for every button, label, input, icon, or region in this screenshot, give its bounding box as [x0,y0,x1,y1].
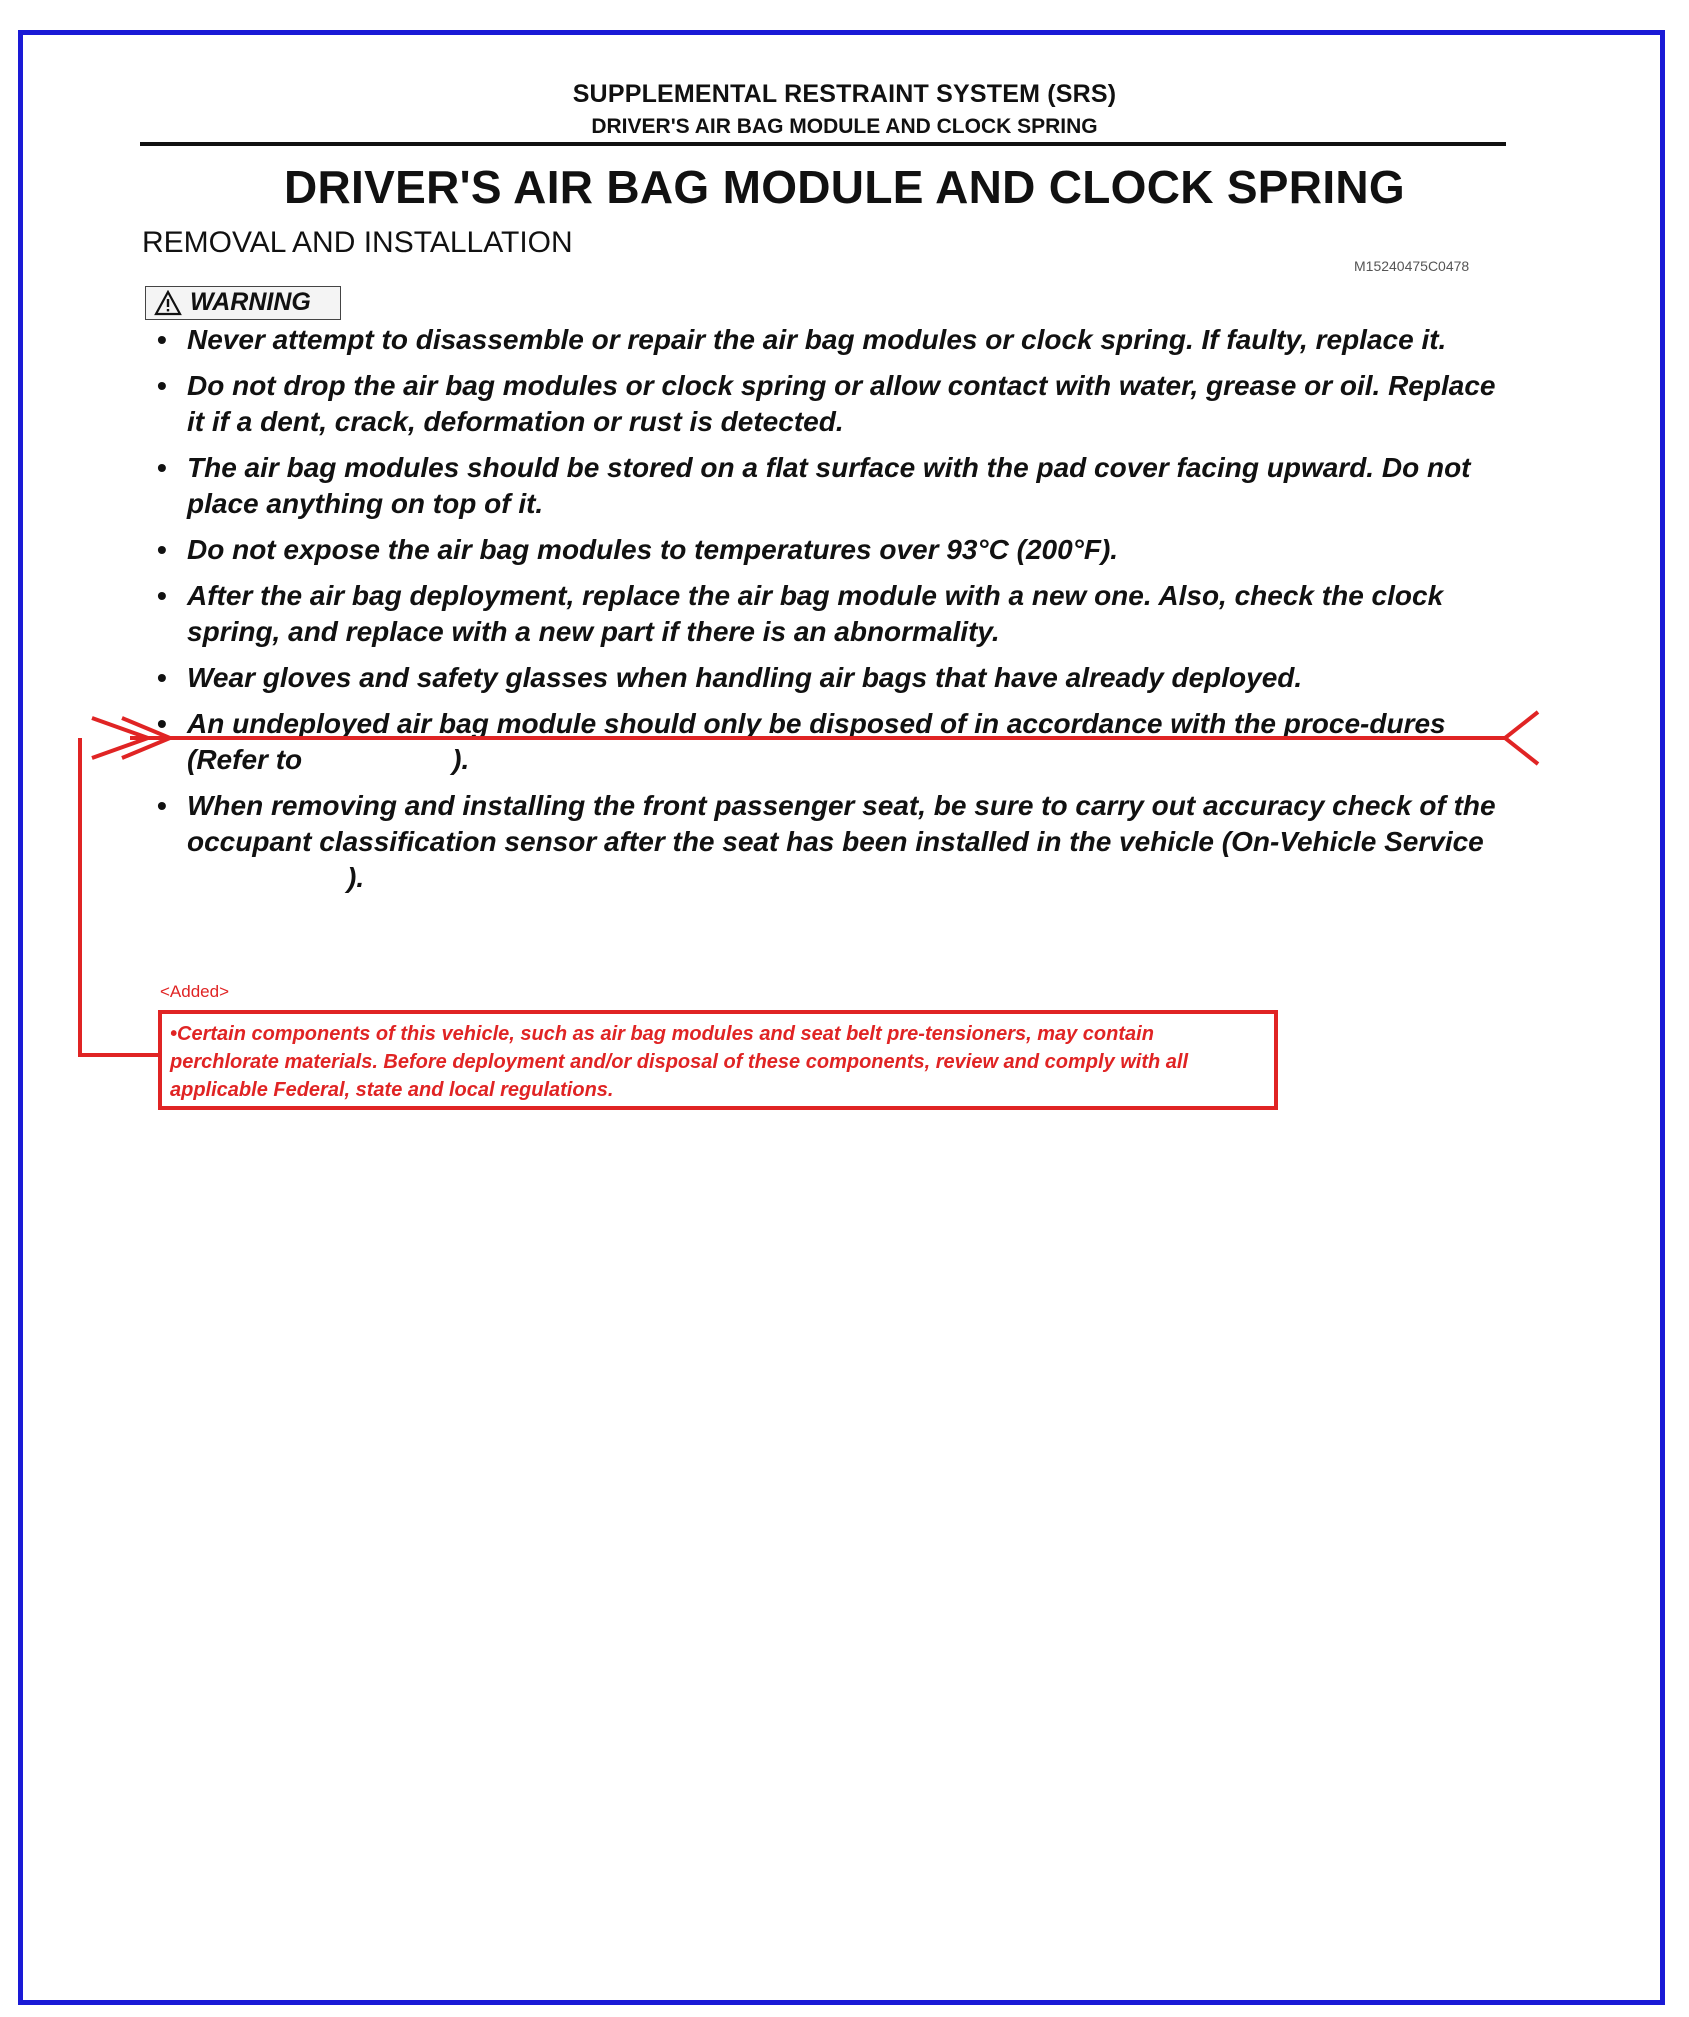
section-header: SUPPLEMENTAL RESTRAINT SYSTEM (SRS) [572,80,1117,108]
list-item [157,788,1507,896]
header-rule [140,142,1506,146]
bullet: • [157,534,167,565]
added-label: <Added> [160,982,230,1001]
warning-text: Never attempt to disassemble or repair the air bag modules or clock spring. If faulty, replace it. [187,324,1447,355]
warning-text: After the air bag deployment, replace the air bag module with a new one. Also, check the clock spring, and replace with a new part if there is an abnormality. [187,580,1444,647]
bullet: • [157,324,167,355]
warning-badge [145,286,341,320]
document-id: M15240475C0478 [1354,258,1470,274]
warning-text: Wear gloves and safety glasses when handling air bags that have already deployed. [187,662,1303,693]
warning-text-end: ). [452,744,470,775]
warning-text: An undeployed air bag module should only be disposed of in accordance with the proce-dures (Refer to [187,708,1446,775]
list-item [157,450,1507,522]
list-item [157,706,1507,778]
warning-label: WARNING [190,288,311,316]
section-subtitle: REMOVAL AND INSTALLATION [142,226,573,259]
added-note-box [158,1010,1278,1110]
list-item [157,532,1507,568]
warning-list [157,322,1507,906]
page-title: DRIVER'S AIR BAG MODULE AND CLOCK SPRING [283,161,1405,213]
warning-text: Do not expose the air bag modules to temperatures over 93°C (200°F). [187,534,1119,565]
warning-text: The air bag modules should be stored on a flat surface with the pad cover facing upward. Do not place anything on top of it. [187,452,1471,519]
warning-triangle-icon [154,290,182,316]
list-item [157,368,1507,440]
list-item [157,660,1507,696]
bullet: • [157,708,167,739]
bullet: • [157,790,167,821]
list-item [157,322,1507,358]
warning-text: Do not drop the air bag modules or clock spring or allow contact with water, grease or oil. Replace it if a dent, crack, deformation or rust is detected. [187,370,1496,437]
added-note-text: •Certain components of this vehicle, such as air bag modules and seat belt pre-tensioners, may contain perchlorate materials. Before deployment and/or disposal of these components, review and comply with all applicable Federal, state and local regulations. [170,1023,1189,1101]
bullet: • [157,580,167,611]
bullet: • [157,662,167,693]
bullet: • [157,370,167,401]
bullet: • [157,452,167,483]
warning-text-end: ). [347,862,365,893]
subsection-header: DRIVER'S AIR BAG MODULE AND CLOCK SPRING [591,115,1098,138]
list-item [157,578,1507,650]
warning-text: When removing and installing the front passenger seat, be sure to carry out accuracy check of the occupant classification sensor after the seat has been installed in the vehicle (On-Vehicle Service [187,790,1496,857]
